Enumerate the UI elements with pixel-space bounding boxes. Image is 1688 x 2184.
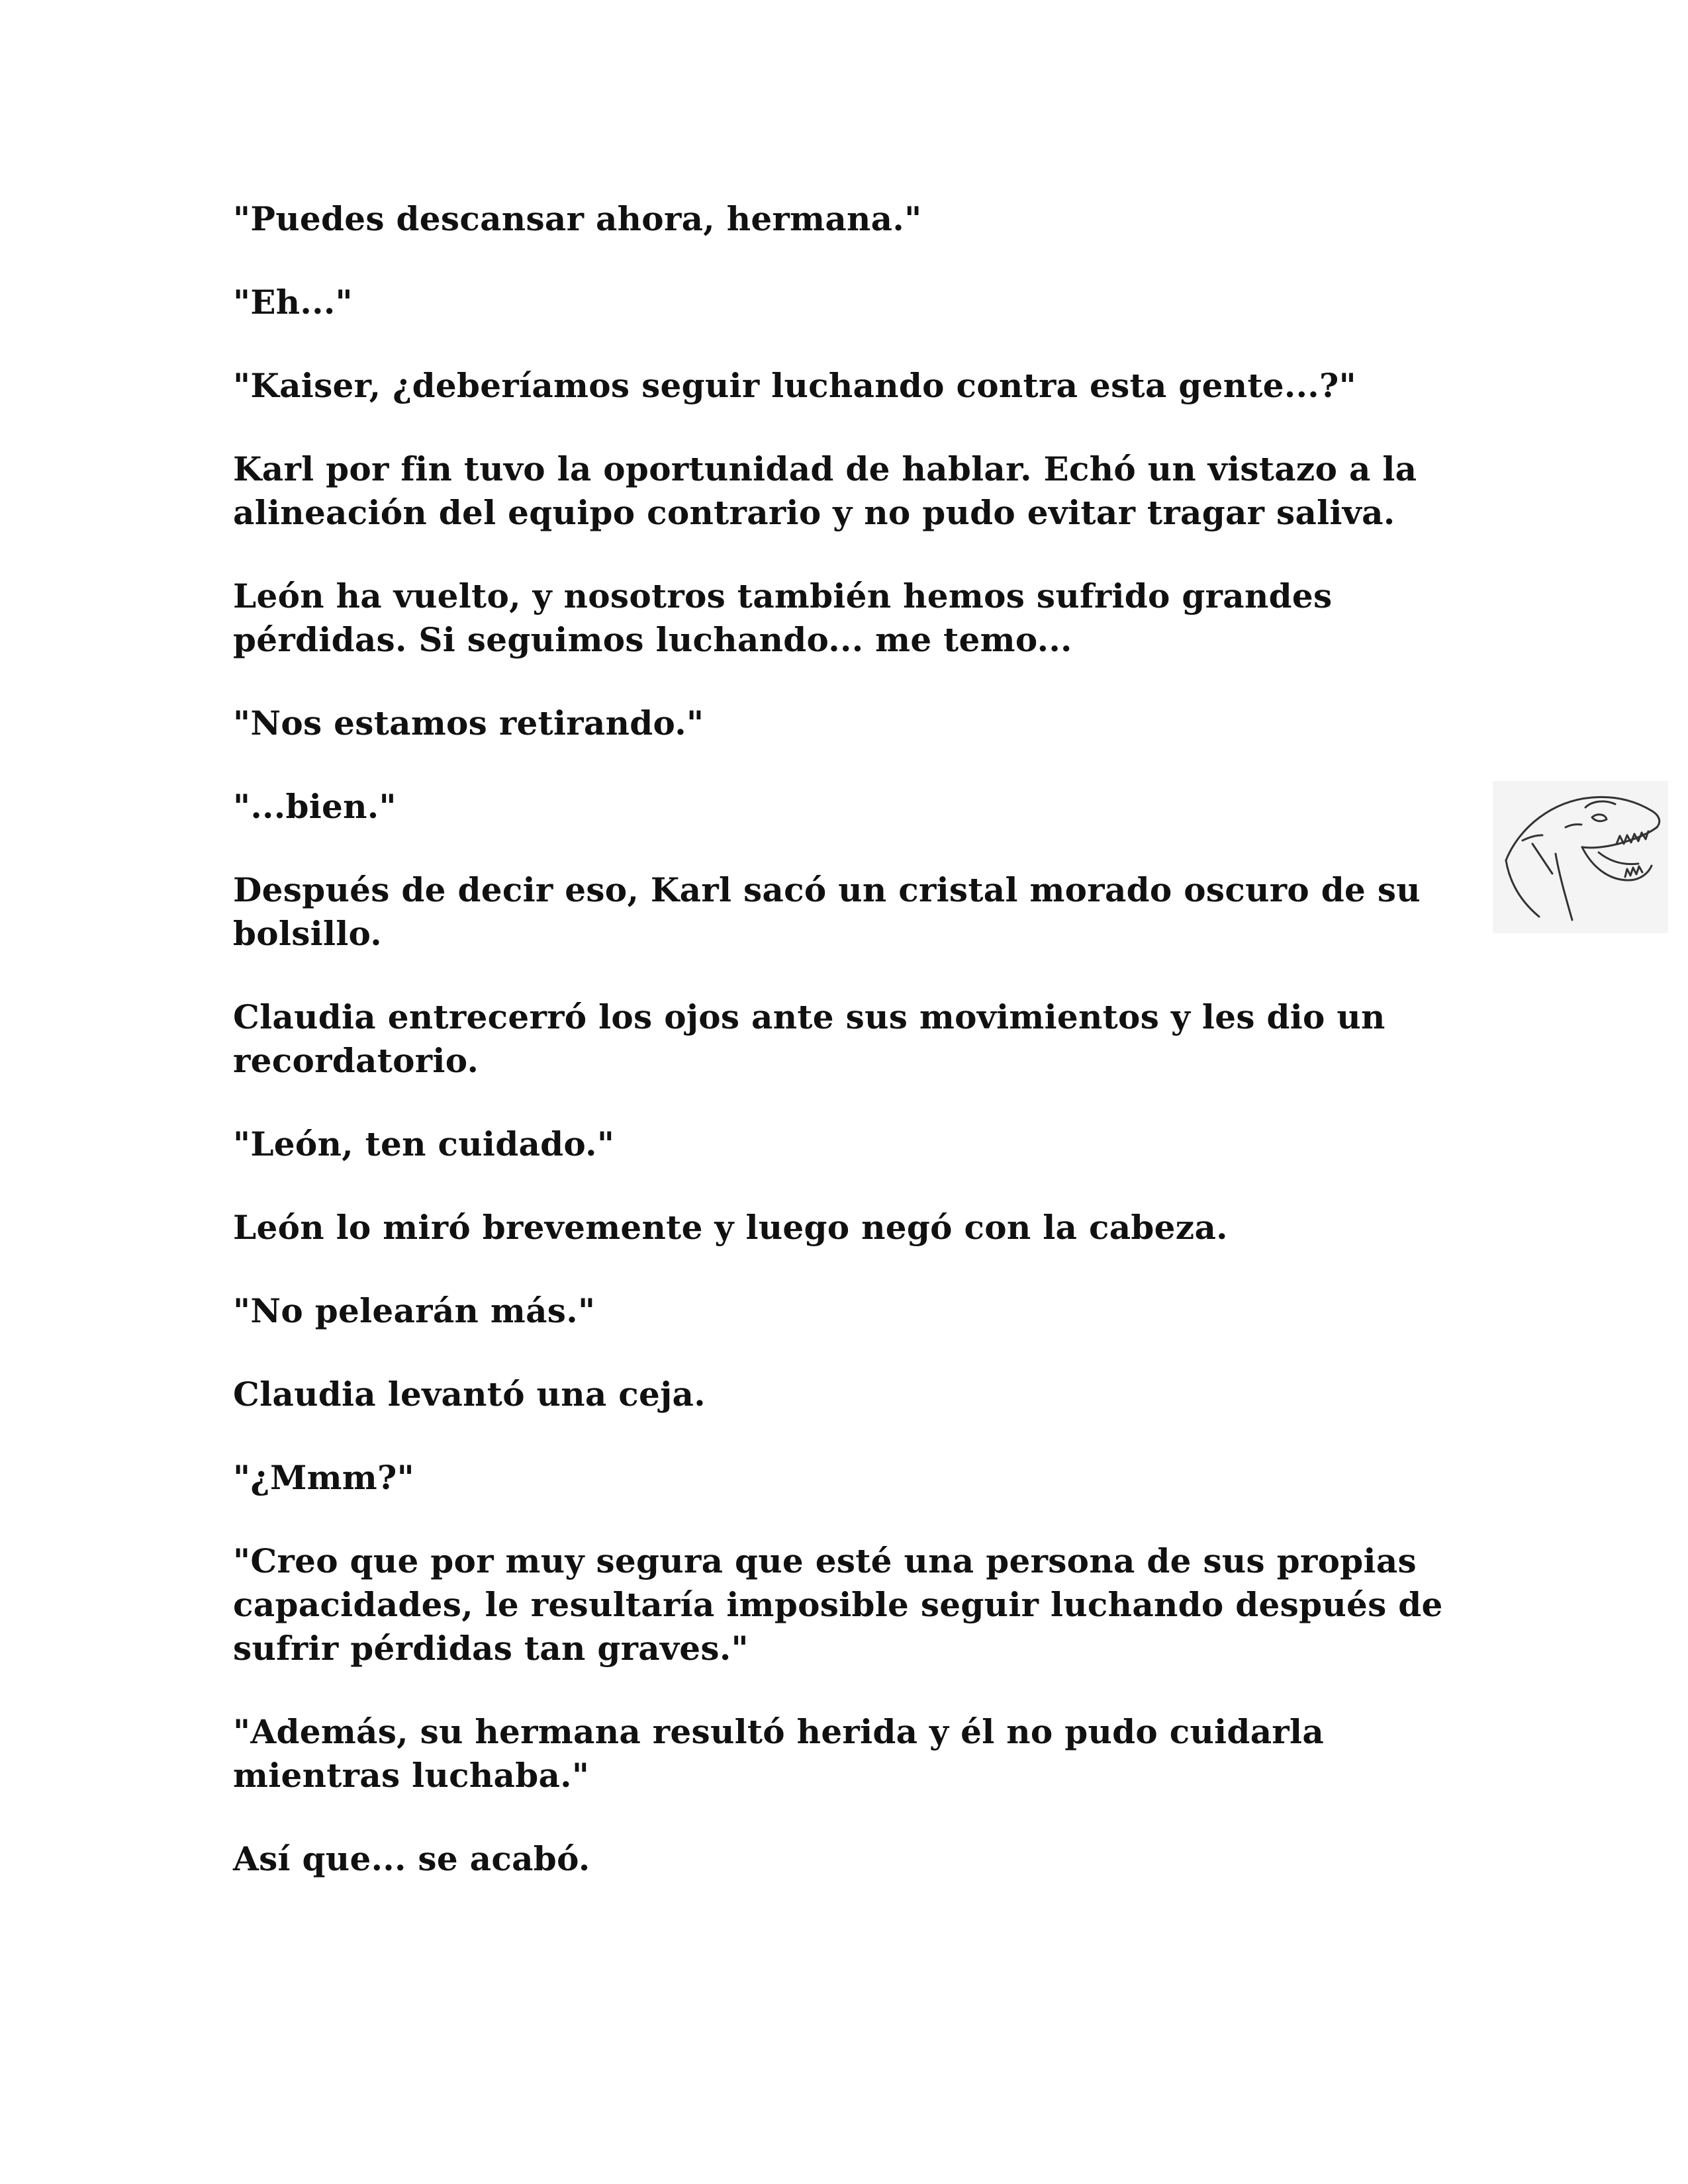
paragraph-17: Así que... se acabó. [233,1839,590,1878]
dinosaur-head-sketch-icon [1493,781,1668,933]
paragraph-5: León ha vuelto, y nosotros también hemos sufrido grandes pérdidas. Si seguimos luchando... me temo... [233,576,1333,659]
paragraph-8: Después de decir eso, Karl sacó un cristal morado oscuro de su bolsillo. [233,870,1421,953]
paragraph-4: Karl por fin tuvo la oportunidad de hablar. Echó un vistazo a la alineación del equipo contrario y no pudo evitar tragar saliva. [233,449,1417,532]
paragraph-1: "Puedes descansar ahora, hermana." [233,199,922,238]
paragraph-3: "Kaiser, ¿deberíamos seguir luchando contra esta gente...?" [233,366,1356,405]
paragraph-15: "Creo que por muy segura que esté una persona de sus propias capacidades, le resultaría imposible seguir luchando después de sufrir pérdidas tan graves." [233,1541,1443,1668]
paragraph-16: "Además, su hermana resultó herida y él no pudo cuidarla mientras luchaba." [233,1712,1325,1795]
paragraph-11: León lo miró brevemente y luego negó con la cabeza. [233,1208,1228,1247]
paragraph-13: Claudia levantó una ceja. [233,1375,706,1414]
body-text [233,197,1458,1921]
paragraph-12: "No pelearán más." [233,1291,596,1330]
paragraph-2: "Eh..." [233,283,353,322]
paragraph-14: "¿Mmm?" [233,1458,414,1497]
paragraph-9: Claudia entrecerró los ojos ante sus movimientos y les dio un recordatorio. [233,997,1385,1080]
paragraph-10: "León, ten cuidado." [233,1124,615,1163]
paragraph-7: "...bien." [233,787,397,826]
paragraph-6: "Nos estamos retirando." [233,704,704,743]
